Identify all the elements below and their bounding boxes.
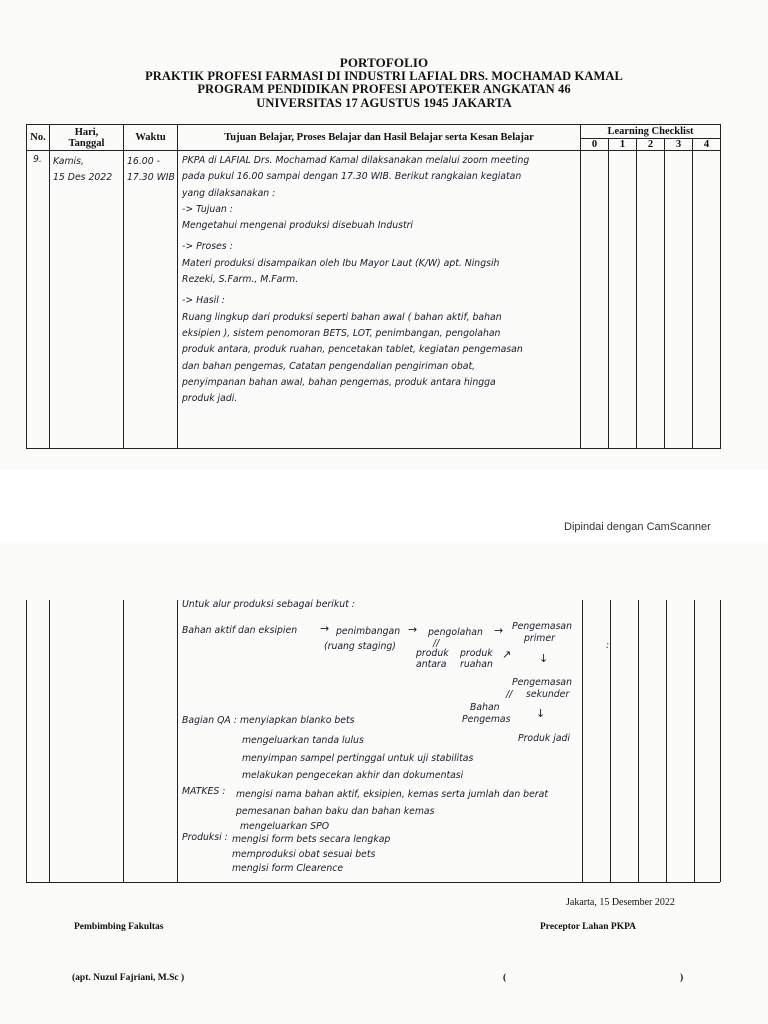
- flow-packaging-2: Pengemas: [462, 714, 511, 725]
- header-date: Tanggal: [68, 137, 105, 149]
- flow-process: pengolahan: [428, 627, 483, 638]
- entry-day: Kamis,: [53, 156, 84, 167]
- matkes-line: mengisi nama bahan aktif, eksipien, kemas serta jumlah dan berat: [236, 789, 548, 800]
- flow-intro: Untuk alur produksi sebagai berikut :: [182, 599, 355, 610]
- header-learning: Tujuan Belajar, Proses Belajar dan Hasil Belajar serta Kesan Belajar: [178, 125, 581, 151]
- header-line-1: PRAKTIK PROFESI FARMASI DI INDUSTRI LAFIAL DRS. MOCHAMAD KAMAL: [145, 68, 623, 83]
- entry-line: Ruang lingkup dari produksi seperti bahan awal ( bahan aktif, bahan: [182, 311, 502, 323]
- checklist-cell-3: [665, 151, 693, 449]
- entry-line: Mengetahui mengenai produksi disebuah Industri: [182, 220, 414, 232]
- flow-split-mark: //: [433, 638, 440, 649]
- section-heading-proses: -> Proses :: [182, 241, 233, 253]
- entry-time-cell: [124, 151, 178, 449]
- checklist-level-0: 0: [581, 139, 609, 151]
- entry-line: produk jadi.: [182, 393, 238, 405]
- section-heading-tujuan: -> Tujuan :: [182, 203, 233, 215]
- table-row: [27, 151, 721, 449]
- header-time: Waktu: [124, 125, 178, 151]
- matkes-line: pemesanan bahan baku dan bahan kemas: [236, 806, 435, 817]
- flow-arrow-icon: →: [320, 622, 330, 635]
- header-line-3: UNIVERSITAS 17 AGUSTUS 1945 JAKARTA: [256, 95, 512, 110]
- signature-date: Jakarta, 15 Desember 2022: [566, 897, 675, 908]
- produksi-line: mengisi form Clearence: [232, 863, 344, 874]
- produksi-line: mengisi form bets secara lengkap: [232, 834, 391, 845]
- flow-weigh: penimbangan: [336, 626, 401, 637]
- entry-line: PKPA di LAFIAL Drs. Mochamad Kamal dilaksanakan melalui zoom meeting: [182, 155, 530, 166]
- checklist-cell-0: [581, 151, 609, 449]
- flow-secondary-1: Pengemasan: [512, 677, 573, 688]
- page-title: PORTOFOLIO: [339, 55, 429, 70]
- flow-bulk-2: ruahan: [460, 659, 493, 670]
- header-learning-checklist: Learning Checklist: [581, 125, 721, 139]
- entry-time-start: 16.00 -: [127, 156, 160, 167]
- entry-body: [178, 151, 581, 449]
- entry-time-end: 17.30 WIB: [127, 172, 175, 183]
- flow-staging: (ruang staging): [324, 641, 396, 652]
- header-line-2: PROGRAM PENDIDIKAN PROFESI APOTEKER ANGKATAN 46: [197, 82, 571, 96]
- entry-number: 9.: [27, 151, 50, 449]
- checklist-cell-4: [693, 151, 721, 449]
- qa-line: melakukan pengecekan akhir dan dokumentasi: [242, 770, 464, 781]
- qa-line: menyiapkan blanko bets: [240, 715, 355, 726]
- qa-line: menyimpan sampel pertinggal untuk uji stabilitas: [242, 753, 474, 764]
- header-day-date: [50, 125, 124, 151]
- flow-start: Bahan aktif dan eksipien: [182, 625, 298, 636]
- flow-arrow-down-icon: ↓: [536, 707, 546, 720]
- flow-arrow-icon: →: [494, 624, 504, 637]
- entry-line: pada pukul 16.00 sampai dengan 17.30 WIB. Berikut rangkaian kegiatan: [182, 171, 522, 183]
- entry-line: penyimpanan bahan awal, bahan pengemas, produk antara hingga: [182, 376, 496, 388]
- checklist-level-4: 4: [693, 139, 721, 151]
- entry-line: yang dilaksanakan :: [182, 187, 276, 199]
- flow-packaging-1: Bahan: [470, 702, 500, 713]
- flow-intermediate-1: produk: [416, 648, 449, 659]
- qa-label: Bagian QA :: [182, 715, 237, 726]
- checklist-cell-2: [637, 151, 665, 449]
- entry-line: eksipien ), sistem penomoran BETS, LOT, penimbangan, pengolahan: [182, 327, 501, 339]
- flow-arrow-icon: ↗: [502, 648, 512, 661]
- entry-date-cell: [50, 151, 124, 449]
- checklist-level-2: 2: [637, 139, 665, 151]
- signature-left-name: (apt. Nuzul Fajriani, M.Sc ): [72, 973, 185, 983]
- signature-right-close: ): [680, 973, 684, 983]
- entry-line: dan bahan pengemas, Catatan pengendalian pengiriman obat,: [182, 360, 476, 372]
- flow-bulk-1: produk: [460, 648, 493, 659]
- checklist-level-3: 3: [665, 139, 693, 151]
- flow-arrow-icon: →: [408, 623, 418, 636]
- entry-line: produk antara, produk ruahan, pencetakan tablet, kegiatan pengemasan: [182, 344, 523, 356]
- entry-line: Rezeki, S.Farm., M.Farm.: [182, 274, 299, 286]
- flow-secondary-2: sekunder: [526, 689, 570, 700]
- flow-primary-1: Pengemasan: [512, 621, 573, 632]
- signature-right-open: (: [503, 973, 507, 983]
- qa-line: mengeluarkan tanda lulus: [242, 735, 364, 746]
- checklist-tick: :: [606, 640, 610, 651]
- flow-intermediate-2: antara: [416, 659, 447, 670]
- checklist-level-1: 1: [609, 139, 637, 151]
- flow-primary-2: primer: [524, 633, 555, 644]
- matkes-label: MATKES :: [182, 786, 226, 797]
- header-day: Hari,: [74, 126, 99, 138]
- document-header: [0, 56, 768, 110]
- checklist-cell-1: [609, 151, 637, 449]
- matkes-line: mengeluarkan SPO: [240, 821, 330, 832]
- flow-arrow-down-icon: ↓: [539, 652, 549, 665]
- portfolio-table: [26, 124, 721, 449]
- signature-left-title: Pembimbing Fakultas: [74, 922, 164, 932]
- camscanner-watermark: Dipindai dengan CamScanner: [564, 521, 711, 533]
- produksi-label: Produksi :: [182, 832, 228, 843]
- entry-line: Materi produksi disampaikan oleh Ibu Mayor Laut (K/W) apt. Ningsih: [182, 257, 500, 269]
- produksi-line: memproduksi obat sesuai bets: [232, 849, 376, 860]
- signature-right-title: Preceptor Lahan PKPA: [540, 922, 637, 932]
- flow-join-mark: //: [506, 689, 513, 700]
- header-no: No.: [27, 125, 50, 151]
- section-heading-hasil: -> Hasil :: [182, 295, 225, 307]
- flow-final: Produk jadi: [518, 733, 571, 744]
- entry-date: 15 Des 2022: [53, 172, 113, 183]
